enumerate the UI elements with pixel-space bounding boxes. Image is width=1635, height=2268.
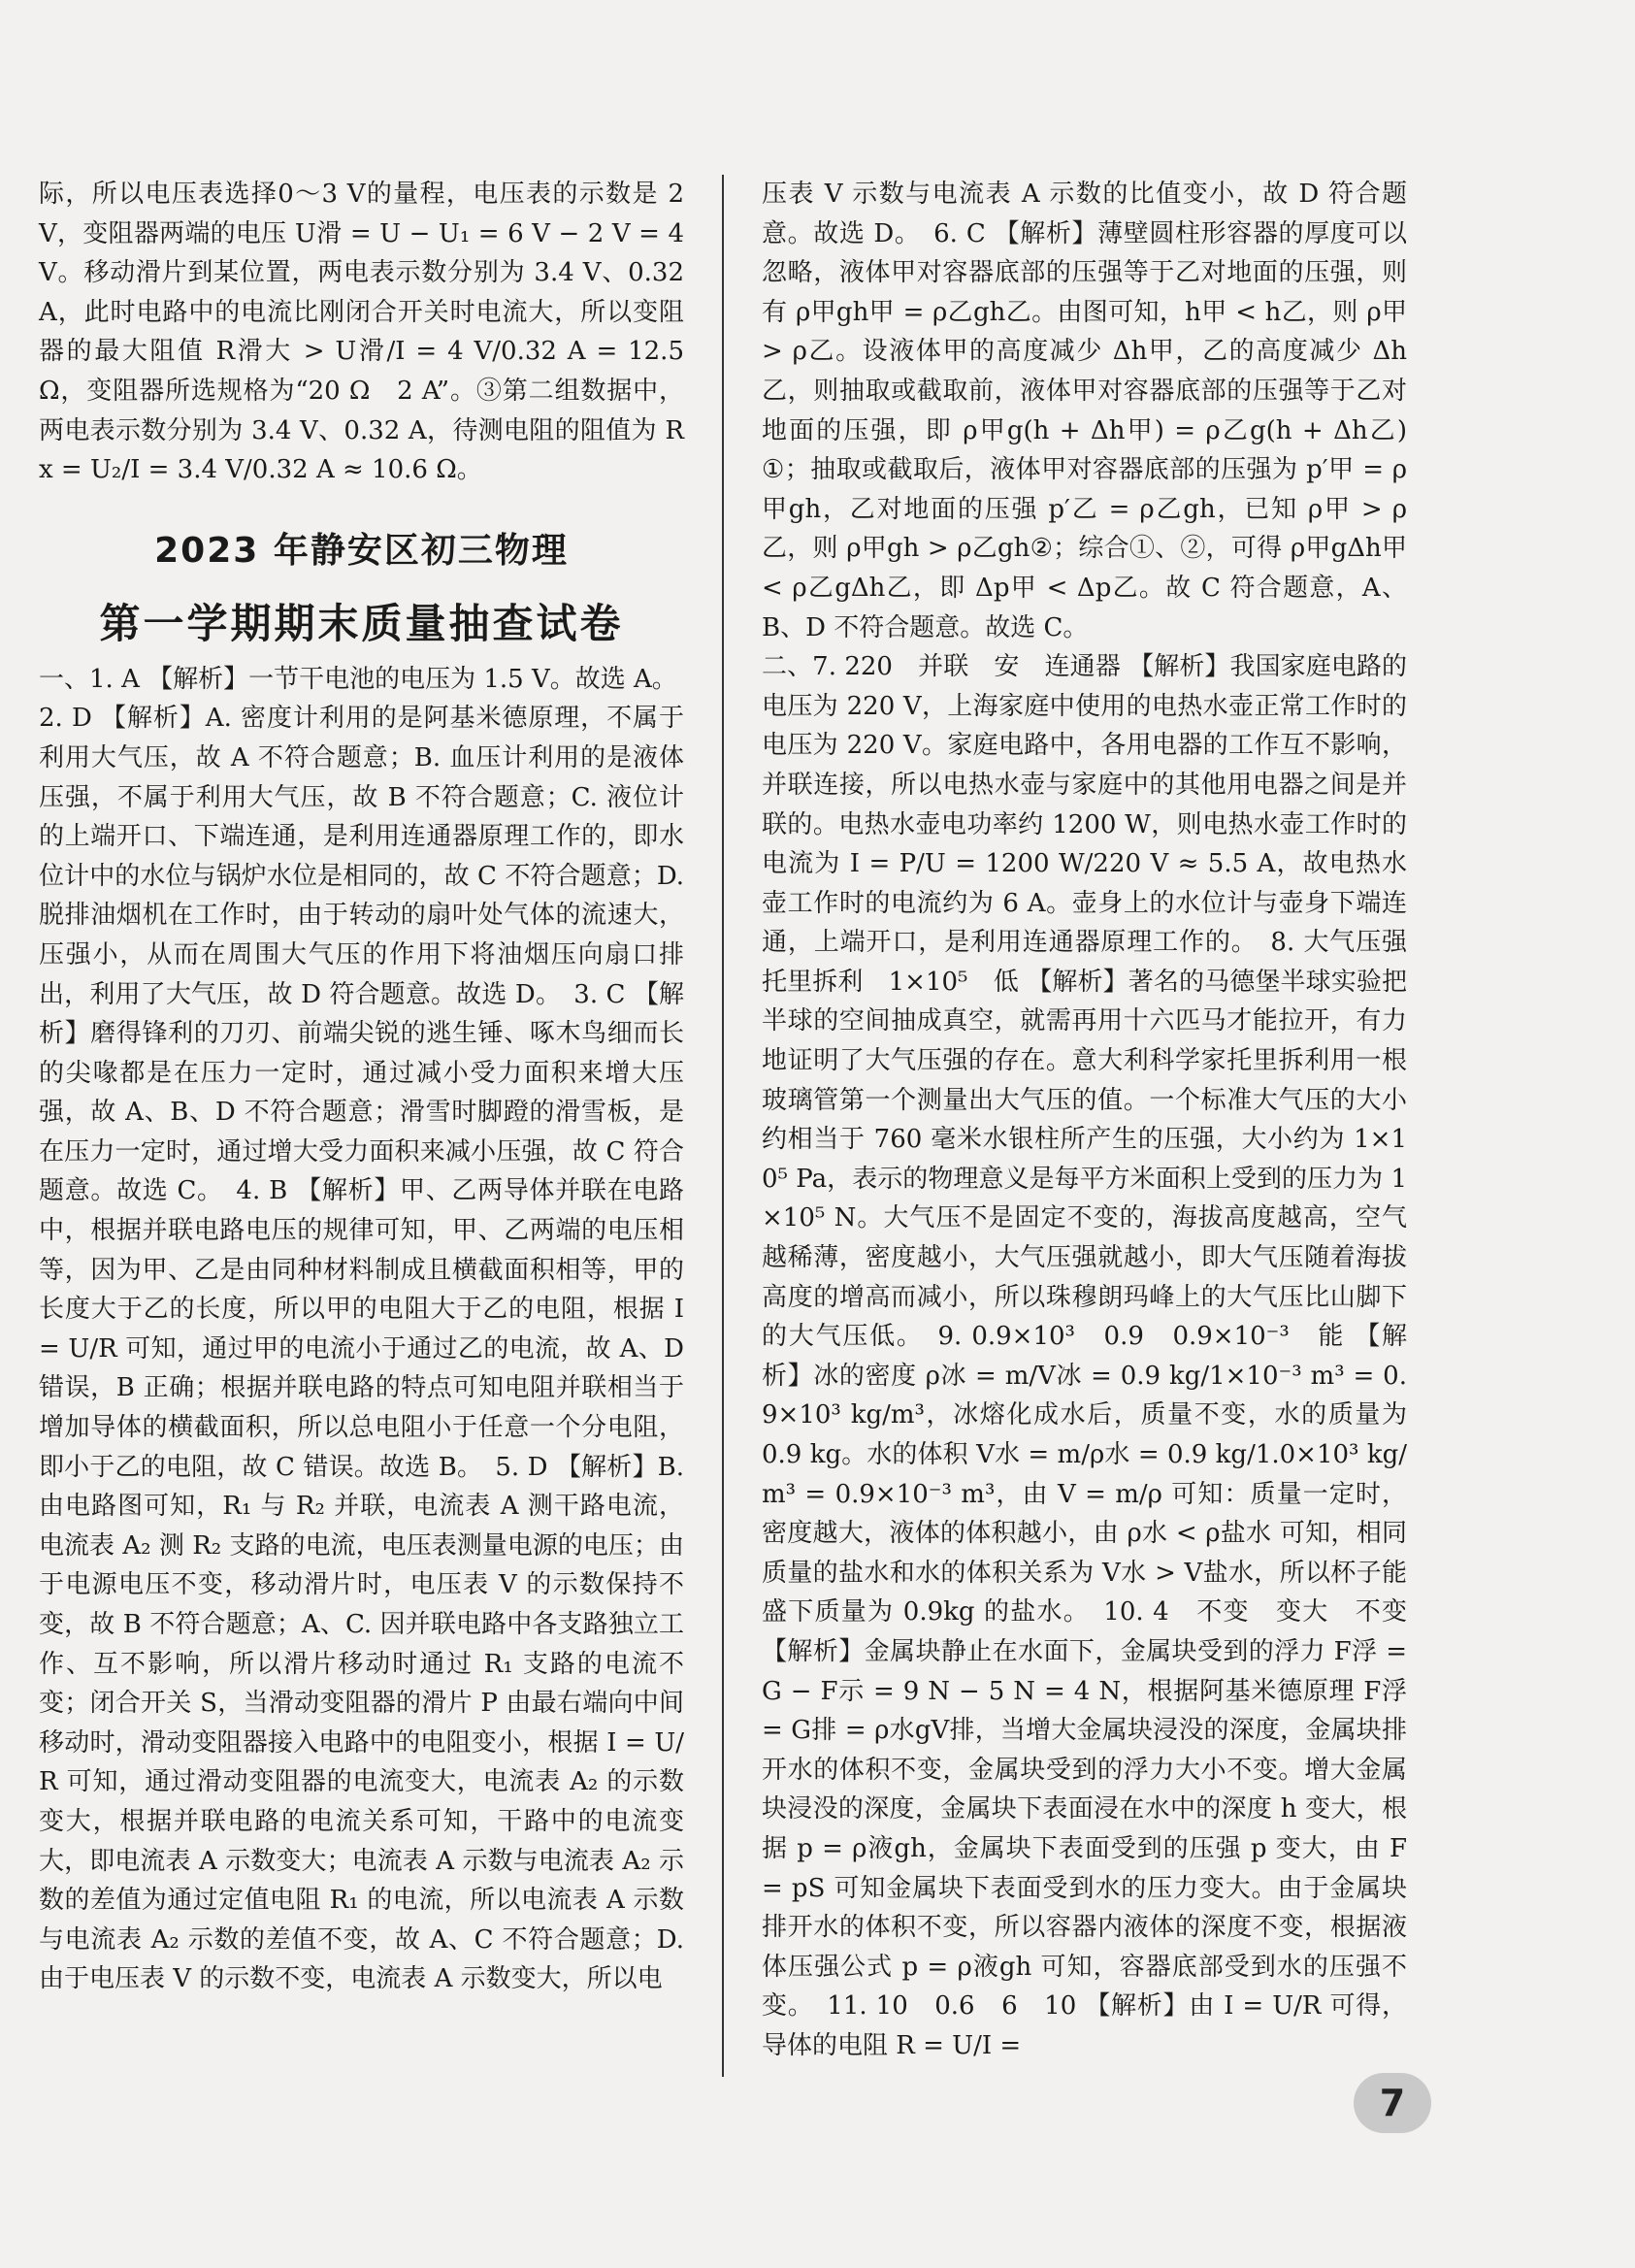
exam-title-line2: 第一学期期末质量抽查试卷 xyxy=(99,599,624,647)
left-column xyxy=(39,175,684,1999)
answer-text: 压表 V 示数与电流表 A 示数的比值变小，故 D 符合题意。故选 D。 6. C 【解析】薄壁圆柱形容器的厚度可以忽略，液体甲对容器底部的压强等于乙对地面的压强，则有 ρ甲gh甲 = ρ乙gh乙。由图可知，h甲 < h乙，则 ρ甲 > ρ乙。设液体甲的高度减少 Δh甲，乙的高度减少 Δh乙，则抽取或截取前，液体甲对容器底部的压强等于乙对地面的压强，即 ρ甲g(h + Δh甲) = ρ乙g(h + Δh乙)①；抽取或截取后，液体甲对容器底部的压强为 p′甲 = ρ甲gh，乙对地面的压强 p′乙 = ρ乙gh，已知 ρ甲 > ρ乙，则 ρ甲gh > ρ乙gh②；综合①、②，可得 ρ甲gΔh甲 < ρ乙gΔh乙，即 Δp甲 < Δp乙。故 C 符合题意，A、B、D 不符合题意。故选 C。 xyxy=(762,180,1407,642)
answer-text: 2. D 【解析】A. 密度计利用的是阿基米德原理，不属于利用大气压，故 A 不符合题意；B. 血压计利用的是液体压强，不属于利用大气压，故 B 不符合题意；C. 液位计的上端开口、下端连通，是利用连通器原理工作的，即水位计中的水位与锅炉水位是相同的，故 C 不符合题意；D. 脱排油烟机在工作时，由于转动的扇叶处气体的流速大，压强小，从而在周围大气压的作用下将油烟压向扇口排出，利用了大气压，故 D 符合题意。故选 D。 3. C 【解析】磨得锋利的刀刃、前端尖锐的逃生锤、啄木鸟细而长的尖喙都是在压力一定时，通过减小受力面积来增大压强，故 A、B、D 不符合题意；滑雪时脚蹬的滑雪板，是在压力一定时，通过增大受力面积来减小压强，故 C 符合题意。故选 C。 4. B 【解析】甲、乙两导体并联在电路中，根据并联电路电压的规律可知，甲、乙两端的电压相等，因为甲、乙是由同种材料制成且横截面积相等，甲的长度大于乙的长度，所以甲的电阻大于乙的电阻，根据 I = U/R 可知，通过甲的电流小于通过乙的电流，故 A、D 错误，B 正确；根据并联电路的特点可知电阻并联相当于增加导体的横截面积，所以总电阻小于任意一个分电阻，即小于乙的电阻，故 C 错误。故选 B。 5. D 【解析】B. 由电路图可知，R₁ 与 R₂ 并联，电流表 A 测干路电流，电流表 A₂ 测 R₂ 支路的电流，电压表测量电源的电压；由于电源电压不变，移动滑片时，电压表 V 的示数保持不变，故 B 不符合题意；A、C. 因并联电路中各支路独立工作、互不影响，所以滑片移动时通过 R₁ 支路的电流不变；闭合开关 S，当滑动变阻器的滑片 P 由最右端向中间移动时，滑动变阻器接入电路中的电阻变小，根据 I = U/R 可知，通过滑动变阻器的电流变大，电流表 A₂ 的示数变大，根据并联电路的电流关系可知，干路中的电流变大，即电流表 A 示数变大；电流表 A 示数与电流表 A₂ 示数的差值为通过定值电阻 R₁ 的电流，所以电流表 A 示数与电流表 A₂ 示数的差值不变，故 A、C 不符合题意；D. 由于电压表 V 的示数不变，电流表 A 示数变大，所以电 xyxy=(39,704,684,1994)
answer-text: 二、7. 220 并联 安 连通器 【解析】我国家庭电路的电压为 220 V，上海家庭中使用的电热水壶正常工作时的电压为 220 V。家庭电路中，各用电器的工作互不影响，并联连接，所以电热水壶与家庭中的其他用电器之间是并联的。电热水壶电功率约 1200 W，则电热水壶工作时的电流为 I = P/U = 1200 W/220 V ≈ 5.5 A，故电热水壶工作时的电流约为 6 A。壶身上的水位计与壶身下端连通，上端开口，是利用连通器原理工作的。 8. 大气压强 托里拆利 1×10⁵ 低 【解析】著名的马德堡半球实验把半球的空间抽成真空，就需再用十六匹马才能拉开，有力地证明了大气压强的存在。意大利科学家托里拆利用一根玻璃管第一个测量出大气压的值。一个标准大气压的大小约相当于 760 毫米水银柱所产生的压强，大小约为 1×10⁵ Pa，表示的物理意义是每平方米面积上受到的压力为 1×10⁵ N。大气压不是固定不变的，海拔高度越高，空气越稀薄，密度越小，大气压强就越小，即大气压随着海拔高度的增高而减小，所以珠穆朗玛峰上的大气压比山脚下的大气压低。 9. 0.9×10³ 0.9 0.9×10⁻³ 能 【解析】冰的密度 ρ冰 = m/V冰 = 0.9 kg/1×10⁻³ m³ = 0.9×10³ kg/m³，冰熔化成水后，质量不变，水的质量为 0.9 kg。水的体积 V水 = m/ρ水 = 0.9 kg/1.0×10³ kg/m³ = 0.9×10⁻³ m³，由 V = m/ρ 可知：质量一定时，密度越大，液体的体积越小，由 ρ水 < ρ盐水 可知，相同质量的盐水和水的体积关系为 V水 > V盐水，所以杯子能盛下质量为 0.9kg 的盐水。 10. 4 不变 变大 不变 【解析】金属块静止在水面下，金属块受到的浮力 F浮 = G − F示 = 9 N − 5 N = 4 N，根据阿基米德原理 F浮 = G排 = ρ水gV排，当增大金属块浸没的深度，金属块排开水的体积不变，金属块受到的浮力大小不变。增大金属块浸没的深度，金属块下表面浸在水中的深度 h 变大，根据 p = ρ液gh，金属块下表面受到的压强 p 变大，由 F = pS 可知金属块下表面受到水的压力变大。由于金属块排开水的体积不变，所以容器内液体的深度不变，根据液体压强公式 p = ρ液gh 可知，容器底部受到水的压强不变。 11. 10 0.6 6 10 【解析】由 I = U/R 可得，导体的电阻 R = U/I = xyxy=(762,652,1433,2060)
page-number: 7 xyxy=(1354,2073,1431,2133)
answer-text: 一、1. A 【解析】一节干电池的电压为 1.5 V。故选 A。 xyxy=(39,664,677,694)
column-divider xyxy=(722,175,724,2077)
exam-title-line1: 2023 年静安区初三物理 xyxy=(154,530,569,571)
right-column xyxy=(762,175,1433,2066)
answer-text: 际，所以电压表选择0～3 V的量程，电压表的示数是 2 V，变阻器两端的电压 U滑 = U − U₁ = 6 V − 2 V = 4 V。移动滑片到某位置，两电表示数分别为 3.4 V、0.32 A，此时电路中的电流比刚闭合开关时电流大，所以变阻器的最大阻值 R滑大 > U滑/I = 4 V/0.32 A = 12.5 Ω，变阻器所选规格为“20 Ω 2 A”。③第二组数据中，两电表示数分别为 3.4 V、0.32 A，待测电阻的阻值为 Rx = U₂/I = 3.4 V/0.32 A ≈ 10.6 Ω。 xyxy=(39,180,684,485)
